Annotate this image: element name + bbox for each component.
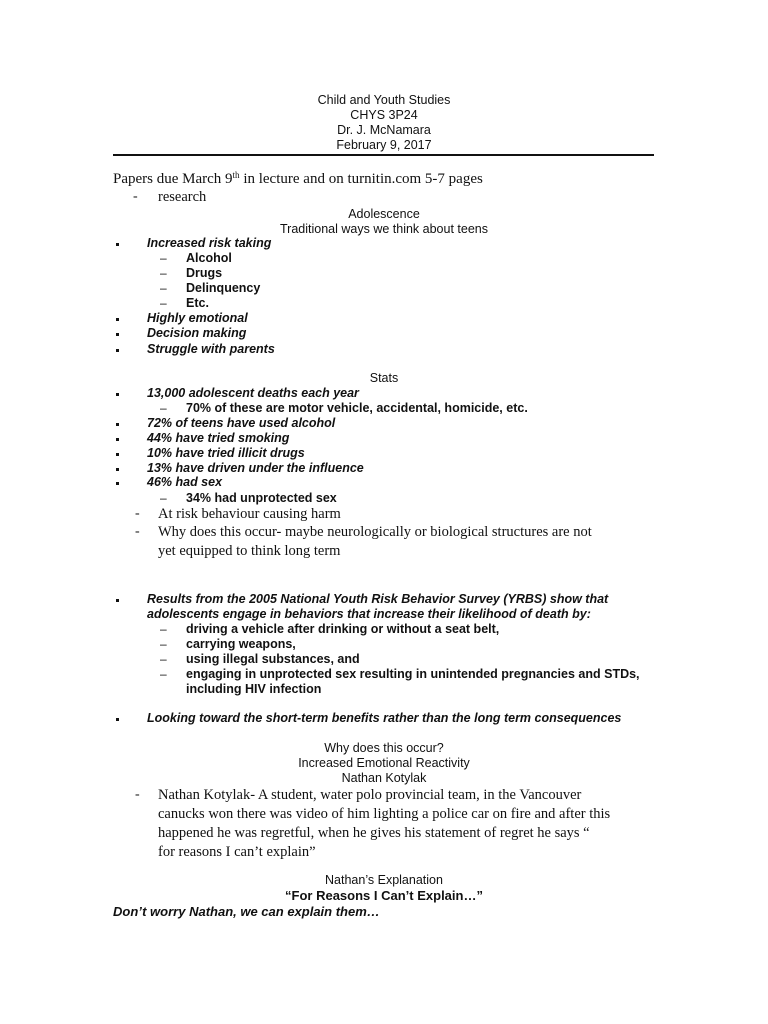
note-line: At risk behaviour causing harm: [158, 506, 341, 522]
dash-marker: -: [135, 524, 140, 539]
dash-marker: –: [160, 491, 167, 505]
yrbs-line: adolescents engage in behaviors that increase their likelihood of death by:: [147, 607, 591, 621]
dash-marker: -: [133, 189, 138, 204]
stat-item: 72% of teens have used alcohol: [147, 416, 336, 430]
risk-item: Etc.: [186, 296, 209, 310]
stat-item: 13% have driven under the influence: [147, 461, 364, 475]
course-code: CHYS 3P24: [350, 108, 418, 122]
yrbs-line: Results from the 2005 National Youth Risk Behavior Survey (YRBS) show that: [147, 592, 609, 606]
section-adolescence-subtitle: Traditional ways we think about teens: [280, 222, 488, 236]
header-rule: [113, 154, 654, 156]
section-why-sub1: Increased Emotional Reactivity: [298, 756, 470, 770]
dash-marker: –: [160, 266, 167, 280]
story-line: canucks won there was video of him lighting a police car on fire and after this: [158, 806, 611, 822]
bullet-marker: [116, 438, 119, 441]
dash-marker: –: [160, 281, 167, 295]
dash-marker: –: [160, 622, 167, 636]
bullet-marker: [116, 468, 119, 471]
stat-item: 46% had sex: [147, 475, 223, 489]
bullet-marker: [116, 318, 119, 321]
yrbs-item: driving a vehicle after drinking or without a seat belt,: [186, 622, 500, 636]
risk-taking: Increased risk taking: [147, 236, 272, 250]
bullet-marker: [116, 423, 119, 426]
stat-item: 13,000 adolescent deaths each year: [147, 386, 359, 400]
yrbs-item: using illegal substances, and: [186, 652, 360, 666]
stat-item: 10% have tried illicit drugs: [147, 446, 305, 460]
stat-subitem: 34% had unprotected sex: [186, 491, 337, 505]
section-why-sub2: Nathan Kotylak: [341, 771, 427, 785]
short-term-item: Looking toward the short-term benefits rather than the long term consequences: [147, 711, 622, 725]
section-explanation-title: Nathan’s Explanation: [325, 873, 443, 887]
yrbs-item-cont: including HIV infection: [186, 682, 322, 696]
course-name: Child and Youth Studies: [317, 93, 451, 107]
bullet-marker: [116, 349, 119, 352]
section-adolescence-title: Adolescence: [348, 207, 420, 221]
dash-marker: –: [160, 637, 167, 651]
section-why-title: Why does this occur?: [324, 741, 444, 755]
bullet-marker: [116, 599, 119, 602]
trait-item: Decision making: [147, 326, 247, 340]
story-line: happened he was regretful, when he gives his statement of regret he says “: [158, 825, 590, 841]
explanation-quote: “For Reasons I Can’t Explain…”: [285, 888, 483, 903]
professor-name: Dr. J. McNamara: [337, 123, 431, 137]
note-line: Why does this occur- maybe neurologically or biological structures are not: [158, 524, 592, 540]
papers-sub: research: [158, 189, 207, 205]
stat-item: 44% have tried smoking: [147, 431, 290, 445]
dash-marker: –: [160, 667, 167, 681]
dash-marker: -: [135, 787, 140, 802]
dash-marker: -: [135, 506, 140, 521]
lecture-date: February 9, 2017: [336, 138, 432, 152]
story-line: Nathan Kotylak- A student, water polo provincial team, in the Vancouver: [158, 787, 582, 803]
trait-item: Highly emotional: [147, 311, 248, 325]
bullet-marker: [116, 333, 119, 336]
bullet-marker: [116, 393, 119, 396]
bullet-marker: [116, 482, 119, 485]
risk-item: Delinquency: [186, 281, 261, 295]
dash-marker: –: [160, 401, 167, 415]
bullet-marker: [116, 718, 119, 721]
risk-item: Alcohol: [186, 251, 232, 265]
closing-line: Don’t worry Nathan, we can explain them…: [113, 904, 380, 919]
note-line-cont: yet equipped to think long term: [158, 543, 341, 559]
trait-item: Struggle with parents: [147, 342, 275, 356]
dash-marker: –: [160, 296, 167, 310]
bullet-marker: [116, 243, 119, 246]
stat-subitem: 70% of these are motor vehicle, accidental, homicide, etc.: [186, 401, 528, 415]
risk-item: Drugs: [186, 266, 223, 280]
dash-marker: –: [160, 251, 167, 265]
story-line: for reasons I can’t explain”: [158, 844, 316, 860]
dash-marker: –: [160, 652, 167, 666]
section-stats-title: Stats: [369, 371, 399, 385]
bullet-marker: [116, 453, 119, 456]
papers-due-line: Papers due March 9th in lecture and on turnitin.com 5-7 pages: [113, 170, 483, 187]
yrbs-item: engaging in unprotected sex resulting in unintended pregnancies and STDs,: [186, 667, 640, 681]
yrbs-item: carrying weapons,: [186, 637, 296, 651]
